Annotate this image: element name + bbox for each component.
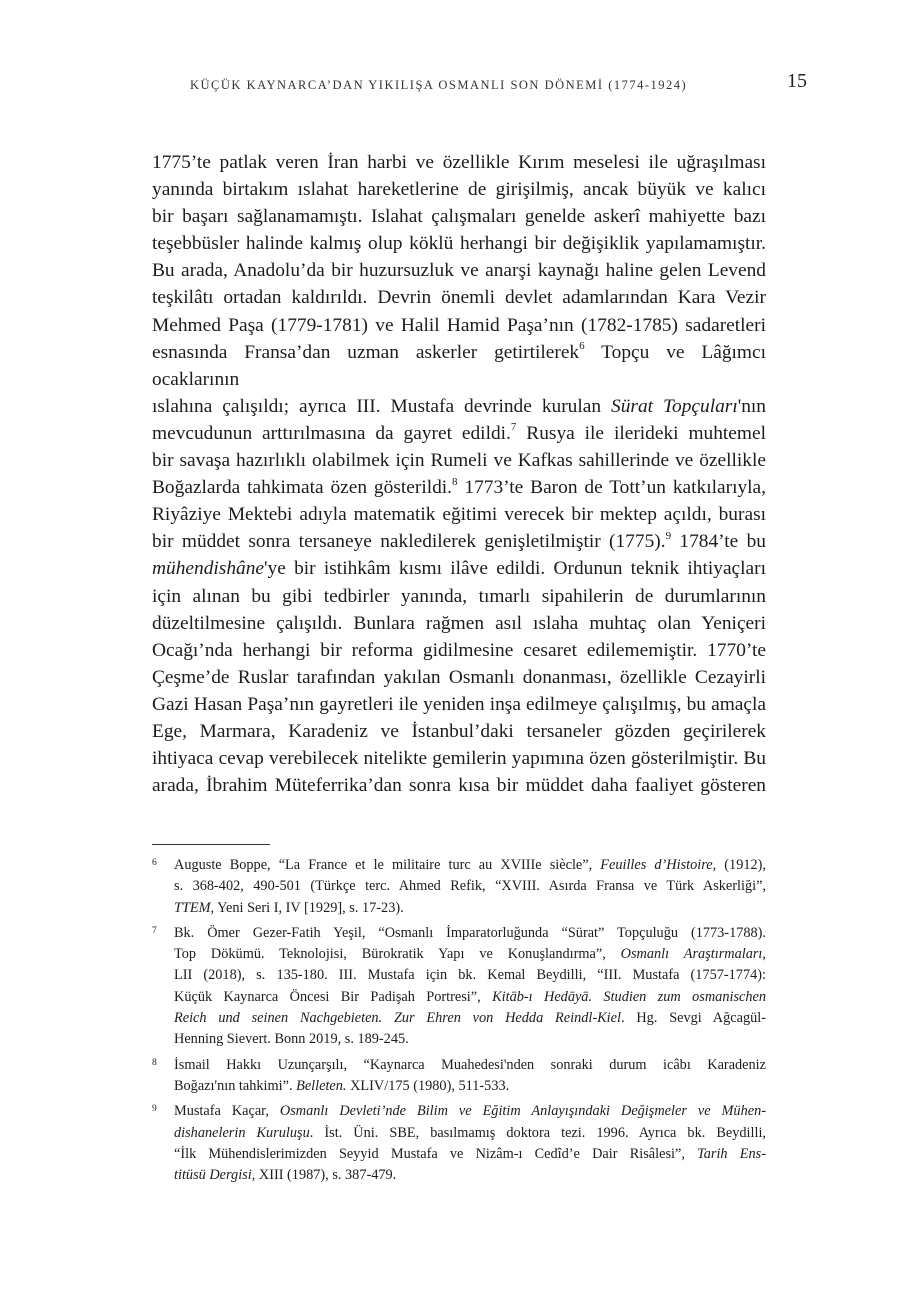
text-line: bir başarı sağlanamamıştı. Islahat çalışmaları genelde askerî mahiyette bazı bbox=[152, 206, 766, 228]
text-segment: “İlk Mühendislerimizden Seyyid Mustafa ve Nizâm-ı Cedîd’e Dair Risâlesi”, bbox=[174, 1145, 698, 1162]
footnote-line bbox=[174, 987, 766, 1008]
footnote-ref-6[interactable]: 6 bbox=[579, 340, 585, 353]
footnotes bbox=[152, 855, 766, 1190]
footnote-line: İsmail Hakkı Uzunçarşılı, “Kaynarca Muahedesi'nden sonraki durum icâbı Karadeniz bbox=[174, 1056, 766, 1073]
page-number: 15 bbox=[787, 70, 807, 92]
footnote-number: 9 bbox=[152, 1104, 157, 1115]
text-line: Çeşme’de Ruslar tarafından yakılan Osmanlı donanması, özellikle Cezayirli bbox=[152, 666, 766, 688]
footnote-line bbox=[174, 855, 766, 876]
italic-title: Feuilles d’Histoire, bbox=[600, 857, 717, 873]
footnote-number: 8 bbox=[152, 1057, 157, 1068]
footnote-line: Henning Sievert. Bonn 2019, s. 189-245. bbox=[174, 1031, 409, 1048]
text-line: teşkilâtı ortadan kaldırıldı. Devrin önemli devlet adamlarından Kara Vezir bbox=[152, 287, 766, 309]
footnote-number: 7 bbox=[152, 925, 157, 936]
text-line: teşebbüsler halinde kalmış olup köklü herhangi bir değişiklik yapılamamıştır. bbox=[152, 233, 766, 255]
text-line bbox=[152, 339, 766, 393]
footnote-divider bbox=[152, 844, 270, 845]
text-line: Ocağı’nda herhangi bir reforma gidilmesine cesaret edilememiştir. 1770’te bbox=[152, 639, 766, 661]
text-segment: ıslahına çalışıldı; ayrıca III. Mustafa devrinde kurulan bbox=[152, 395, 612, 417]
text-segment: (1912), bbox=[716, 857, 766, 873]
italic-title: Osmanlı Devleti’nde Bilim ve Eğitim Anlayışındaki Değişmeler ve Mühen- bbox=[279, 1103, 766, 1120]
text-segment: Yeni Seri I, IV [1929], s. 17-23). bbox=[214, 899, 404, 916]
footnote-line: Bk. Ömer Gezer-Fatih Yeşil, “Osmanlı İmparatorluğunda “Sürat” Topçuluğu (1773-1788). bbox=[174, 924, 766, 941]
footnote-line bbox=[174, 1076, 766, 1097]
italic-title: Reich und seinen Nachgebieten. Zur Ehren von Hedda Reindl-Kiel bbox=[174, 1010, 621, 1027]
text-line: Ege, Marmara, Karadeniz ve İstanbul’daki tersaneler gözden geçirilerek bbox=[152, 720, 766, 742]
footnote-ref-9[interactable]: 9 bbox=[665, 529, 672, 542]
text-segment: esnasında Fransa’dan uzman askerler getirtilerek bbox=[152, 341, 580, 363]
text-line: düzeltilmesine çalışıldı. Bunlara rağmen asıl ıslaha muhtaç olan Yeniçeri bbox=[152, 612, 766, 634]
footnote-line bbox=[174, 1008, 766, 1029]
footnote-line: s. 368-402, 490-501 (Türkçe terc. Ahmed Refik, “XVIII. Asırda Fransa ve Türk Askerliği”, bbox=[174, 878, 766, 895]
italic-title: titüsü Dergisi bbox=[174, 1167, 252, 1184]
footnote-line bbox=[174, 1123, 766, 1144]
footnote-6 bbox=[152, 855, 766, 919]
text-line bbox=[152, 528, 766, 555]
text-segment: . Hg. Sevgi Ağcagül- bbox=[620, 1010, 766, 1027]
text-segment: Mustafa Kaçar, bbox=[174, 1103, 280, 1120]
text-segment: Küçük Kaynarca Öncesi Bir Padişah Portresi”, bbox=[174, 988, 493, 1005]
text-segment: 'ye bir istihkâm kısmı ilâve edildi. Ordunun teknik ihtiyaçları bbox=[264, 558, 766, 580]
footnote-line: LII (2018), s. 135-180. III. Mustafa için bk. Kemal Beydilli, “III. Mustafa (1757-1774): bbox=[174, 967, 766, 984]
main-text bbox=[152, 149, 766, 799]
text-line: yanında birtakım ıslahat hareketlerine de girişilmiş, ancak büyük ve kalıcı bbox=[152, 179, 766, 201]
italic-title: Kitāb-ı Hedāyā. Studien zum osmanischen bbox=[492, 988, 766, 1005]
text-line: Mehmed Paşa (1779-1781) ve Halil Hamid Paşa’nın (1782-1785) sadaretleri bbox=[152, 314, 766, 336]
text-line bbox=[152, 555, 766, 582]
text-segment: Auguste Boppe, “La France et le militaire turc au XVIIIe siècle”, bbox=[174, 857, 601, 873]
text-segment: Boğazlarda tahkimata özen gösterildi. bbox=[152, 477, 453, 499]
text-segment: Rusya ile ilerideki muhtemel bbox=[516, 422, 766, 444]
italic-title: dishanelerin Kuruluşu bbox=[174, 1124, 310, 1141]
text-line bbox=[152, 474, 766, 501]
footnote-line bbox=[174, 898, 766, 919]
text-segment: XLIV/175 (1980), 511-533. bbox=[346, 1077, 510, 1094]
text-segment: Topçu ve Lâğımcı ocaklarının bbox=[152, 341, 766, 390]
footnote-number: 6 bbox=[152, 858, 157, 868]
footnote-ref-8[interactable]: 8 bbox=[452, 475, 458, 488]
text-line: Gazi Hasan Paşa’nın gayretleri ile yeniden inşa edilmeye çalışılmış, bu amaçla bbox=[152, 693, 766, 715]
footnote-7 bbox=[152, 923, 766, 1051]
text-line: Bu arada, Anadolu’da bir huzursuzluk ve anarşi kaynağı haline gelen Levend bbox=[152, 260, 766, 282]
text-segment: mevcudunun arttırılmasına da gayret edildi. bbox=[152, 422, 511, 444]
text-line bbox=[152, 420, 766, 447]
text-segment: bir müddet sonra tersaneye nakledilerek genişletilmiştir (1775). bbox=[152, 531, 666, 553]
footnote-line bbox=[174, 944, 766, 965]
text-line: için alınan bu gibi tedbirler yanında, tımarlı sipahilerin de durumlarının bbox=[152, 585, 766, 607]
text-segment: Boğazı'nın tahkimi”. bbox=[174, 1077, 297, 1094]
italic-title: Belleten. bbox=[296, 1077, 347, 1094]
text-line: bir savaşa hazırlıklı olabilmek için Rumeli ve Kafkas sahillerinde ve özellikle bbox=[152, 450, 766, 472]
text-line: Riyâziye Mektebi adıyla matematik eğitimi verecek bir mektep açıldı, burası bbox=[152, 504, 766, 526]
footnote-8 bbox=[152, 1055, 766, 1098]
text-line bbox=[152, 393, 766, 420]
text-segment: 'nın bbox=[737, 395, 766, 417]
text-line: 1775’te patlak veren İran harbi ve özellikle Kırım meselesi ile uğraşılması bbox=[152, 152, 766, 173]
footnote-9 bbox=[152, 1101, 766, 1186]
text-segment: Top Dökümü. Teknolojisi, Bürokratik Yapı ve Konuşlandırma”, bbox=[174, 946, 621, 963]
text-line: ihtiyaca cevap verebilecek nitelikte gemilerin yapımına özen gösterilmiştir. Bu bbox=[152, 748, 766, 770]
italic-title: TTEM, bbox=[174, 899, 215, 916]
footnote-line bbox=[174, 1165, 766, 1186]
footnote-line bbox=[174, 1101, 766, 1122]
text-segment: , XIII (1987), s. 387-479. bbox=[251, 1167, 397, 1184]
text-segment: 1784’te bu bbox=[671, 531, 767, 553]
text-line: arada, İbrahim Müteferrika’dan sonra kısa bir müddet daha faaliyet gösteren bbox=[152, 775, 766, 797]
italic-term: mühendishâne bbox=[152, 558, 265, 580]
text-segment: 1773’te Baron de Tott’un katkılarıyla, bbox=[457, 477, 767, 499]
footnote-line bbox=[174, 1144, 766, 1165]
text-segment: . İst. Üni. SBE, basılmamış doktora tezi. 1996. Ayrıca bk. Beydilli, bbox=[309, 1124, 766, 1141]
footnote-ref-7[interactable]: 7 bbox=[510, 421, 517, 434]
running-header: KÜÇÜK KAYNARCA’DAN YIKILIŞA OSMANLI SON DÖNEMİ (1774-1924) bbox=[190, 78, 688, 92]
text-segment: , bbox=[762, 946, 766, 963]
italic-title: Tarih Ens- bbox=[697, 1145, 766, 1162]
italic-term: Sürat Topçuları bbox=[611, 395, 738, 417]
italic-title: Osmanlı Araştırmaları bbox=[620, 946, 763, 963]
